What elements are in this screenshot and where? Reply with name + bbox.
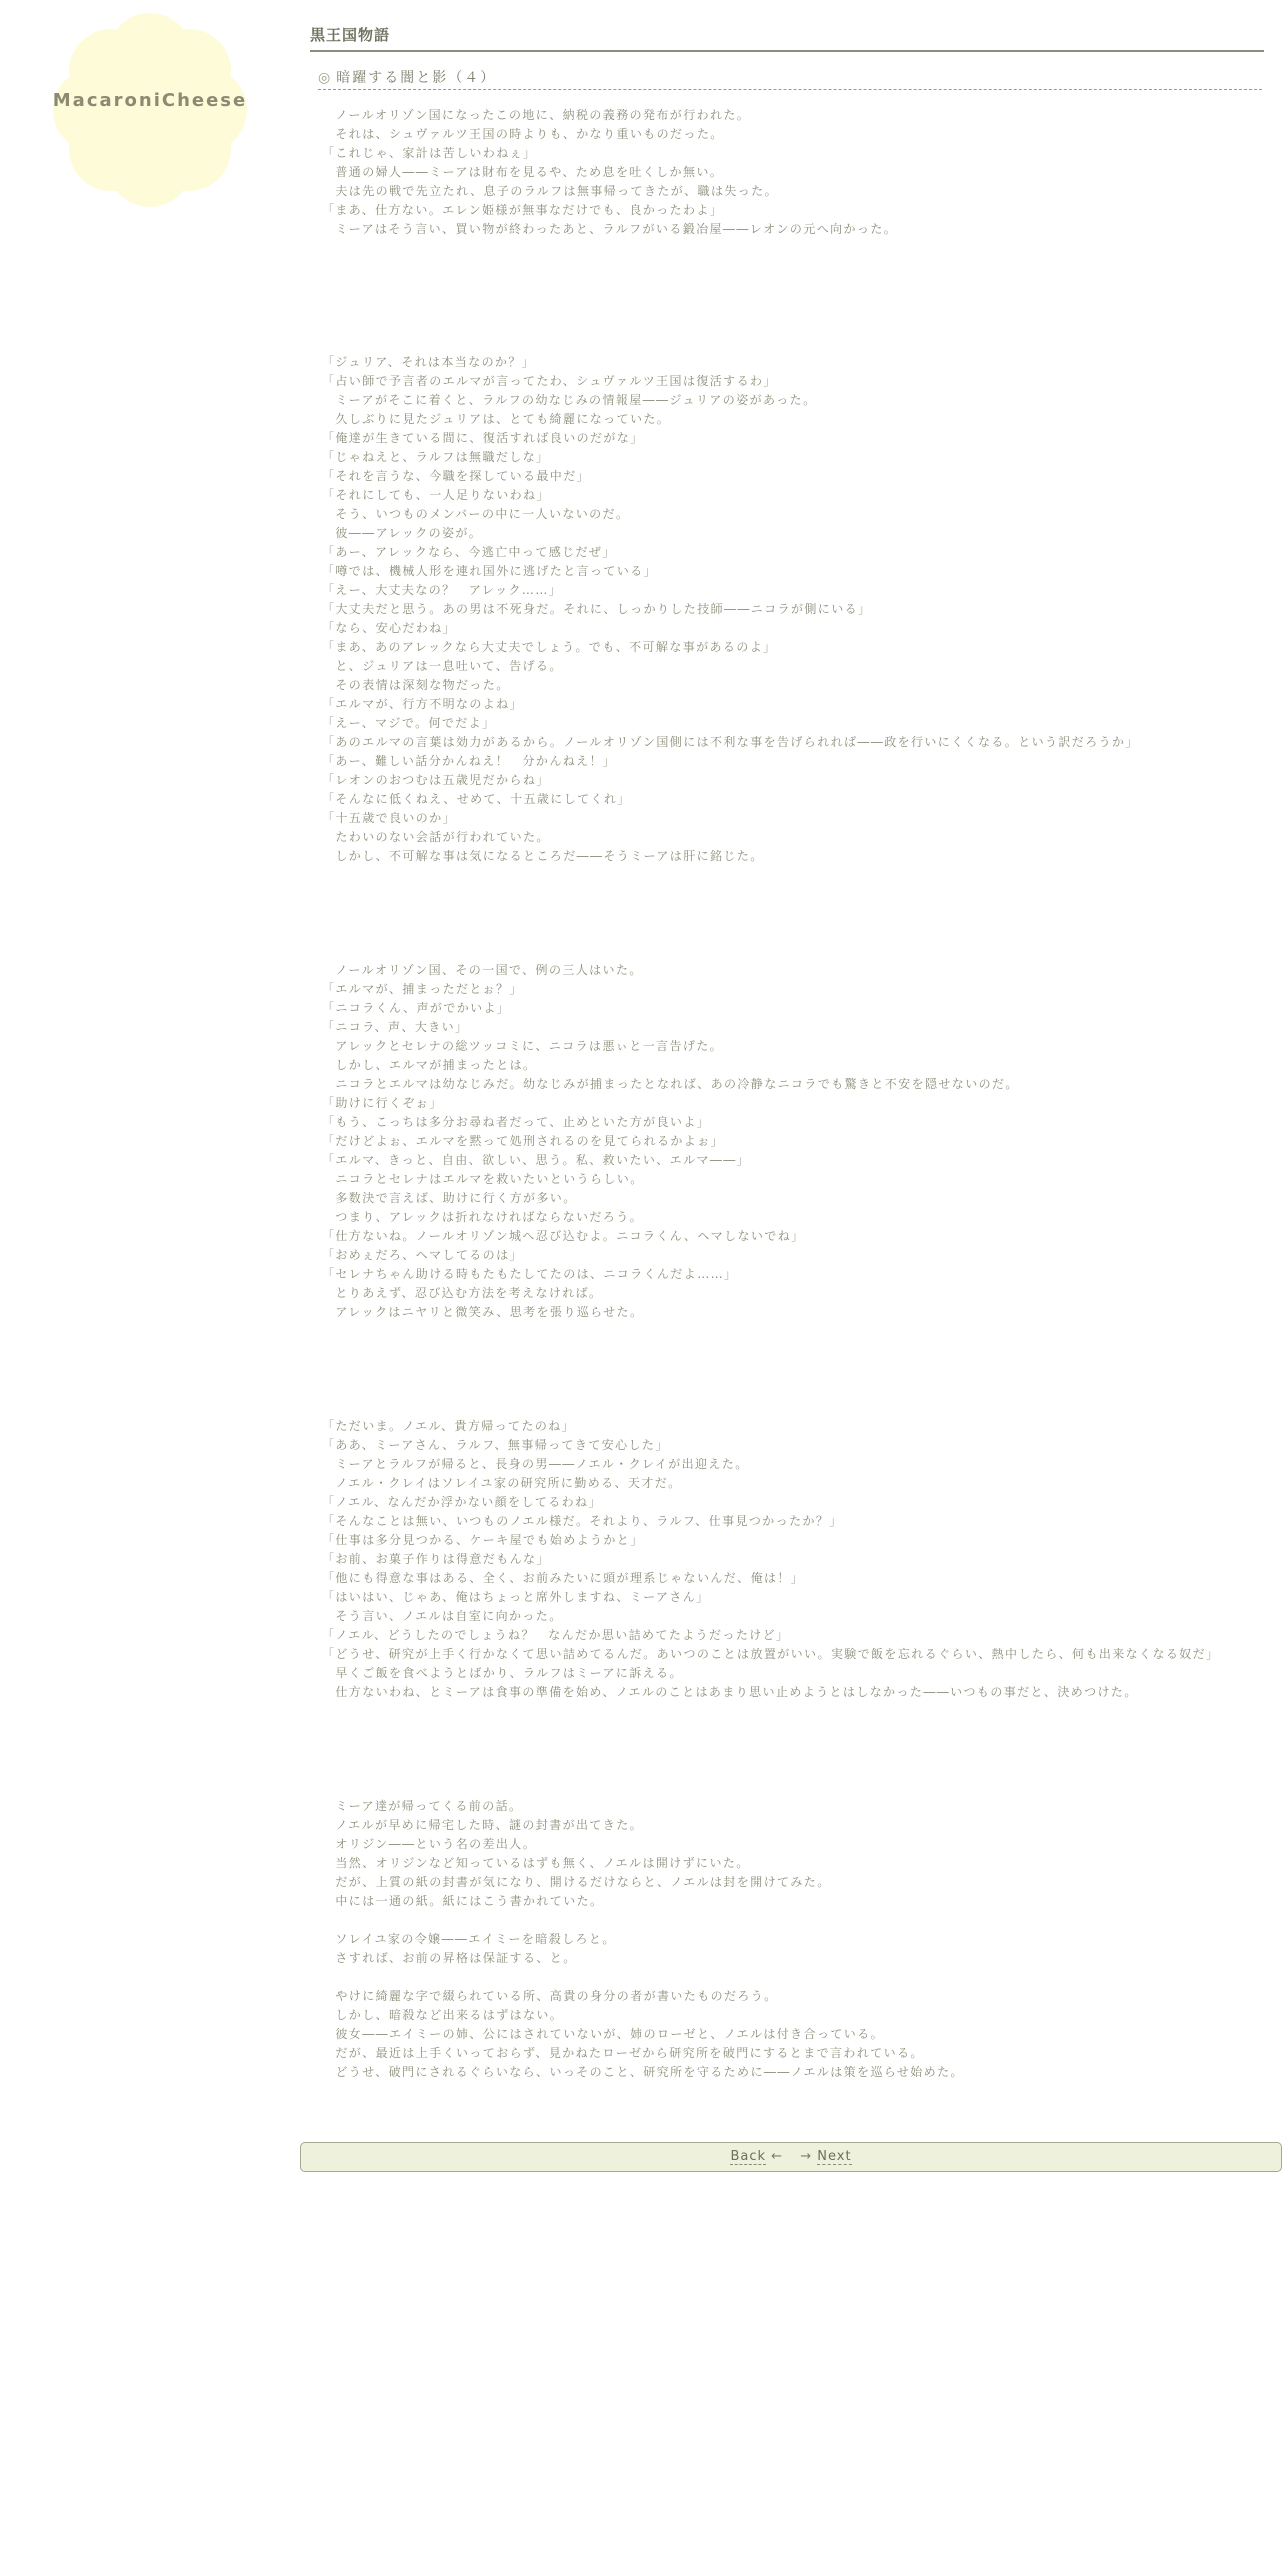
text-line: ミーアがそこに着くと、ラルフの幼なじみの情報屋――ジュリアの姿があった。	[322, 393, 817, 407]
text-line: どうせ、破門にされるぐらいなら、いっそのこと、研究所を守るために――ノエルは策を巡らせ始めた。	[322, 2065, 964, 2079]
blank-line	[322, 942, 1262, 961]
blank-line	[322, 296, 1262, 315]
text-line: 「あー、アレックなら、今逃亡中って感じだぜ」	[322, 545, 616, 559]
text-line: ミーアとラルフが帰ると、長身の男――ノエル・クレイが出迎えた。	[322, 1457, 749, 1471]
blank-line	[322, 239, 1262, 258]
text-line: 「噂では、機械人形を連れ国外に逃げたと言っている」	[322, 564, 658, 578]
text-line: ノエル・クレイはソレイユ家の研究所に勤める、天才だ。	[322, 1476, 682, 1490]
text-line: 中には一通の紙。紙にはこう書かれていた。	[322, 1894, 604, 1908]
blank-line	[322, 1341, 1262, 1360]
back-arrow-icon: ←	[771, 2149, 784, 2164]
text-line: 「どうせ、研究が上手く行かなくて思い詰めてるんだ。あいつのことは放置がいい。実験で飯を忘れるぐらい、熱中したら、何も出来なくなる奴だ」	[322, 1647, 1220, 1661]
text-line: 普通の婦人――ミーアは財布を見るや、ため息を吐くしか無い。	[322, 165, 724, 179]
text-line: 「あー、難しい話分かんねえ！ 分かんねえ！」	[322, 754, 617, 768]
text-line: しかし、暗殺など出来るはずはない。	[322, 2008, 564, 2022]
text-line: 夫は先の戦で先立たれ、息子のラルフは無事帰ってきたが、職は失った。	[322, 184, 778, 198]
text-line: ニコラとエルマは幼なじみだ。幼なじみが捕まったとなれば、あの冷静なニコラでも驚きと不安を隠せないのだ。	[322, 1077, 1019, 1091]
text-line: ノールオリゾン国になったこの地に、納税の義務の発布が行われた。	[322, 108, 751, 122]
text-line: 「じゃねえと、ラルフは無職だしな」	[322, 450, 550, 464]
blank-line	[322, 1721, 1262, 1740]
chapter-title	[318, 67, 1262, 90]
text-line: 「それを言うな、今職を探している最中だ」	[322, 469, 591, 483]
blank-line	[322, 904, 1262, 923]
blank-line	[322, 1968, 1262, 1987]
text-line: 「おめぇだろ、ヘマしてるのは」	[322, 1248, 523, 1262]
text-line: 「エルマが、行方不明なのよね」	[322, 697, 524, 711]
blank-line	[322, 885, 1262, 904]
blank-line	[322, 1911, 1262, 1930]
text-line: 「他にも得意な事はある、全く、お前みたいに頭が理系じゃないんだ、俺は！」	[322, 1571, 805, 1585]
text-line: 「大丈夫だと思う。あの男は不死身だ。それに、しっかりした技師――ニコラが側にいる」	[322, 602, 872, 616]
text-line: だが、上質の紙の封書が気になり、開けるだけならと、ノエルは封を開けてみた。	[322, 1875, 831, 1889]
text-line: 「レオンのおつむは五歳児だからね」	[322, 773, 550, 787]
back-link[interactable]: Back	[730, 2149, 767, 2164]
text-line: 「まあ、仕方ない。エレン姫様が無事なだけでも、良かったわよ」	[322, 203, 724, 217]
text-line: 「そんなに低くねえ、せめて、十五歳にしてくれ」	[322, 792, 631, 806]
text-line: 彼女――エイミーの姉、公にはされていないが、姉のローゼと、ノエルは付き合っている。	[322, 2027, 884, 2041]
text-line: アレックとセレナの総ツッコミに、ニコラは悪ぃと一言告げた。	[322, 1039, 724, 1053]
blank-line	[322, 1702, 1262, 1721]
text-line: と、ジュリアは一息吐いて、告げる。	[322, 659, 563, 673]
text-line: 「仕方ないね。ノールオリゾン城へ忍び込むよ。ニコラくん、ヘマしないでね」	[322, 1229, 805, 1243]
text-line: ミーアはそう言い、買い物が終わったあと、ラルフがいる鍛冶屋――レオンの元へ向かった。	[322, 222, 898, 236]
blank-line	[322, 1740, 1262, 1759]
text-line: 「えー、マジで。何でだよ」	[322, 716, 496, 730]
text-line: たわいのない会話が行われていた。	[322, 830, 550, 844]
text-line: つまり、アレックは折れなければならないだろう。	[322, 1210, 644, 1224]
logo-text: MacaroniCheese	[52, 90, 248, 111]
text-line: 「まあ、あのアレックなら大丈夫でしょう。でも、不可解な事があるのよ」	[322, 640, 777, 654]
text-line: 「お前、お菓子作りは得意だもんな」	[322, 1552, 550, 1566]
text-line: 彼――アレックの姿が。	[322, 526, 483, 540]
text-line: やけに綺麗な字で綴られている所、高貴の身分の者が書いたものだろう。	[322, 1989, 778, 2003]
text-line: しかし、不可解な事は気になるところだ――そうミーアは肝に銘じた。	[322, 849, 764, 863]
text-line: 「あのエルマの言葉は効力があるから。ノールオリゾン国側には不利な事を告げられれば――政を行いにくくなる。という訳だろうか」	[322, 735, 1139, 749]
text-line: 「なら、安心だわね」	[322, 621, 457, 635]
text-line: 「だけどよぉ、エルマを黙って処刑されるのを見てられるかよぉ」	[322, 1134, 725, 1148]
blank-line	[322, 866, 1262, 885]
text-line: ノエルが早めに帰宅した時、謎の封書が出てきた。	[322, 1818, 644, 1832]
text-line: その表情は深刻な物だった。	[322, 678, 510, 692]
text-line: 仕方ないわね、とミーアは食事の準備を始め、ノエルのことはあまり思い止めようとはしなかった――いつもの事だと、決めつけた。	[322, 1685, 1138, 1699]
text-line: 当然、オリジンなど知っているはずも無く、ノエルは開けずにいた。	[322, 1856, 750, 1870]
text-line: 「占い師で予言者のエルマが言ってたわ、シュヴァルツ王国は復活するわ」	[322, 374, 777, 388]
text-line: 「それにしても、一人足りないわね」	[322, 488, 550, 502]
chapter-title-text: 暗躍する闇と影（４）	[336, 70, 497, 86]
blank-line	[322, 258, 1262, 277]
text-line: アレックはニヤリと微笑み、思考を張り巡らせた。	[322, 1305, 644, 1319]
text-line: ノールオリゾン国、その一国で、例の三人はいた。	[322, 963, 643, 977]
text-line: 「セレナちゃん助ける時もたもたしてたのは、ニコラくんだよ……」	[322, 1267, 738, 1281]
next-arrow-icon: →	[800, 2149, 813, 2164]
blank-line	[322, 1778, 1262, 1797]
text-line: 「助けに行くぞぉ」	[322, 1096, 443, 1110]
blank-line	[322, 334, 1262, 353]
text-line: 「えー、大丈夫なの？ アレック……」	[322, 583, 563, 597]
blank-line	[322, 1379, 1262, 1398]
blank-line	[322, 277, 1262, 296]
chapter-mark-icon: ◎	[318, 70, 333, 86]
text-line: とりあえず、忍び込む方法を考えなければ。	[322, 1286, 603, 1300]
text-line: 「ニコラくん、声がでかいよ」	[322, 1001, 511, 1015]
text-line: 「エルマ、きっと、自由、欲しい、思う。私、救いたい、エルマ――」	[322, 1153, 751, 1167]
text-line: 「そんなことは無い、いつものノエル様だ。それより、ラルフ、仕事見つかったか？」	[322, 1514, 843, 1528]
text-line: さすれば、お前の昇格は保証する、と。	[322, 1951, 577, 1965]
site-title: 黒王国物語	[310, 24, 1264, 52]
text-line: 「ただいま。ノエル、貴方帰ってたのね」	[322, 1419, 576, 1433]
next-link[interactable]: Next	[817, 2149, 852, 2164]
blank-line	[322, 1360, 1262, 1379]
text-line: 久しぶりに見たジュリアは、とても綺麗になっていた。	[322, 412, 671, 426]
text-line: そう、いつものメンバーの中に一人いないのだ。	[322, 507, 630, 521]
text-line: 「ノエル、なんだか浮かない顔をしてるわね」	[322, 1495, 602, 1509]
text-line: 「これじゃ、家計は苦しいわねぇ」	[322, 146, 537, 160]
pagination-bar	[300, 2142, 1282, 2172]
text-line: 「ああ、ミーアさん、ラルフ、無事帰ってきて安心した」	[322, 1438, 669, 1452]
text-line: それは、シュヴァルツ王国の時よりも、かなり重いものだった。	[322, 127, 724, 141]
text-line: だが、最近は上手くいっておらず、見かねたローゼから研究所を破門にするとまで言われている。	[322, 2046, 924, 2060]
text-line: 「仕事は多分見つかる、ケーキ屋でも始めようかと」	[322, 1533, 644, 1547]
text-line: そう言い、ノエルは自室に向かった。	[322, 1609, 563, 1623]
text-line: 「ニコラ、声、大きい」	[322, 1020, 469, 1034]
site-logo[interactable]	[50, 10, 250, 210]
text-line: 「十五歳で良いのか」	[322, 811, 457, 825]
story-body	[322, 106, 1262, 2082]
text-line: 「俺達が生きている間に、復活すれば良いのだがな」	[322, 431, 644, 445]
text-line: ニコラとセレナはエルマを救いたいというらしい。	[322, 1172, 644, 1186]
text-line: 「エルマが、捕まっただとぉ？」	[322, 982, 523, 996]
blank-line	[322, 923, 1262, 942]
blank-line	[322, 1398, 1262, 1417]
blank-line	[322, 315, 1262, 334]
text-line: 早くご飯を食べようとばかり、ラルフはミーアに訴える。	[322, 1666, 683, 1680]
blank-line	[322, 1759, 1262, 1778]
text-line: 「はいはい、じゃあ、俺はちょっと席外しますね、ミーアさん」	[322, 1590, 710, 1604]
text-line: ミーア達が帰ってくる前の話。	[322, 1799, 523, 1813]
text-line: しかし、エルマが捕まったとは。	[322, 1058, 537, 1072]
text-line: オリジン――という名の差出人。	[322, 1837, 537, 1851]
text-line: 「ジュリア、それは本当なのか？」	[322, 355, 536, 369]
text-line: 多数決で言えば、助けに行く方が多い。	[322, 1191, 577, 1205]
text-line: 「ノエル、どうしたのでしょうね？ なんだか思い詰めてたようだったけど」	[322, 1628, 790, 1642]
text-line: 「もう、こっちは多分お尋ね者だって、止めといた方が良いよ」	[322, 1115, 711, 1129]
text-line: ソレイユ家の令嬢――エイミーを暗殺しろと。	[322, 1932, 616, 1946]
blank-line	[322, 1322, 1262, 1341]
